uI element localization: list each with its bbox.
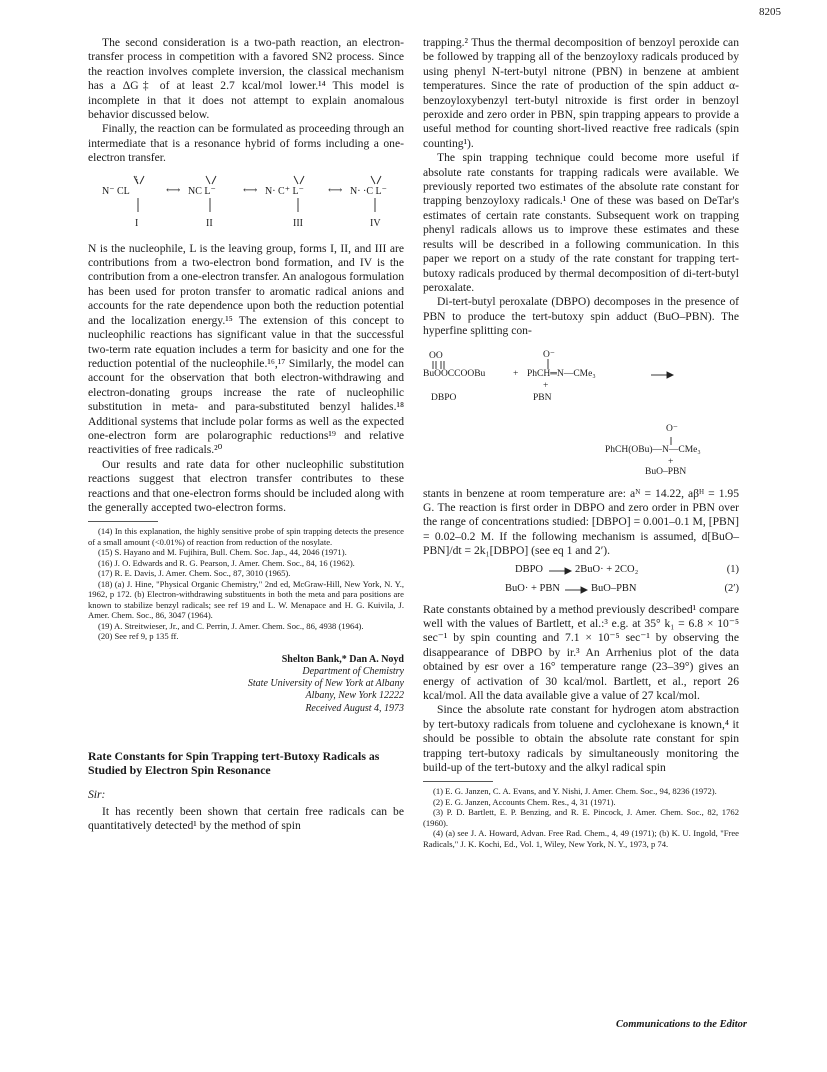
form-4: N· ·C L⁻ [350, 185, 387, 197]
left-column [88, 36, 404, 834]
left-paragraph-5: It has recently been shown that certain free radicals can be quantitatively detected¹ by the method of spin [88, 805, 404, 833]
pbn-oxygen-anion: O⁻ [543, 349, 555, 360]
eq2-number: (2′) [724, 582, 739, 594]
journal-section-footer: Communications to the Editor [616, 1019, 747, 1030]
reaction-scheme [423, 349, 739, 481]
label-bu-o-pbn: BuO–PBN [645, 466, 687, 477]
author-signature [88, 654, 404, 715]
eq1-rhs: 2BuO· + 2CO₂ [575, 563, 639, 575]
eq2-rhs: BuO–PBN [591, 582, 637, 594]
footnote-4: (4) (a) see J. A. Howard, Advan. Free Rad. Chem., 4, 49 (1971); (b) K. U. Ingold, "Free Radicals," J. K. Kochi, Ed., Vol. 1, Wiley, New York, N. Y., 1973, p 74. [423, 828, 739, 849]
pbn-plus-charge: + [543, 380, 549, 391]
reactant-dbpo: BuOOCCOOBu [423, 368, 486, 379]
form-1: N⁻ CL [102, 185, 130, 197]
product-plus-charge: + [668, 456, 674, 467]
form-label-4: IV [370, 217, 381, 229]
label-dbpo: DBPO [431, 392, 457, 403]
resonance-arrow-2: ⟷ [243, 184, 258, 196]
author-names: Shelton Bank,* Dan A. Noyd [281, 653, 404, 665]
right-column [423, 36, 739, 849]
left-paragraph-1: The second consideration is a two-path reaction, an electron-transfer process in competition with a favored SN2 process. Since the reaction involves complete inversion, the classical mechanism has a ΔG‡ of at least 2.7 kcal/mol lower.¹⁴ This model is incomplete in that it does not attempt to explain anomalous behavior discussed below. [88, 36, 404, 122]
label-pbn: PBN [533, 392, 552, 403]
form-label-2: II [206, 217, 213, 229]
author-city: Albany, New York 12222 [305, 690, 404, 702]
right-paragraph-6: Since the absolute rate constant for hydrogen atom abstraction by tert-butoxy radicals from toluene and cyclohexane is known,⁴ it should be possible to obtain the absolute rate constant for spin trapping tert-butoxy radicals by simultaneously monitoring the build-up of the tert-butoxy and the alkyl radical spin [423, 703, 739, 775]
eq1-lhs: DBPO [515, 563, 544, 575]
product-bu-o-pbn: PhCH(OBu)—N—CMe₃ [605, 444, 701, 455]
form-label-1: I [135, 217, 139, 229]
left-paragraph-3: N is the nucleophile, L is the leaving group, forms I, II, and III are contributions from a two-electron bond formation, and IV is the contribution from a one-electron transfer. An analogous formulation has been used for proton transfer to aromatic radical anions and accounts for the rate dependence upon both the reduction potential and the localization energy.¹⁵ The extension of this concept to nucleophilic reactions has significant value in that the successful two-term rate equation includes a term for basicity and one for the reduction potential of the nucleophile.¹⁶,¹⁷ Similarly, the model can account for the observation that both electron-withdrawing and electron-donating groups increase the rate of nucleophilic substitution in meta- and para-substituted benzyl halides.¹⁸ Additional systems that include polar forms as well as the expected one-electron form are polarographic reductions¹⁹ and relative reactivities of free radicals.²⁰ [88, 241, 404, 457]
author-department: Department of Chemistry [302, 666, 404, 678]
footnote-2: (2) E. G. Janzen, Accounts Chem. Res., 4, 31 (1971). [433, 796, 616, 807]
reaction-plus: + [513, 368, 519, 379]
form-3: N· C⁺ L⁻ [265, 185, 304, 197]
received-date: Received August 4, 1973 [305, 702, 404, 714]
right-paragraph-4: stants in benzene at room temperature are: aᴺ = 14.22, aβᴴ = 1.95 G. The reaction is first order in DBPO and zero order in PBN over the range of concentrations studied: [DBPO] = 0.001–0.1 M, [PBN] = 0.02–0.2 M. If the following mechanism is assumed, d[BuO–PBN]/dt = 2k₁[DBPO] (see eq 1 and 2′). [423, 486, 739, 558]
author-university: State University of New York at Albany [247, 678, 404, 690]
resonance-arrow-1: ⟷ [166, 184, 181, 196]
article-title: Rate Constants for Spin Trapping tert-Butoxy Radicals as Studied by Electron Spin Resonance [88, 748, 380, 778]
eq1-number: (1) [726, 563, 739, 575]
right-paragraph-1: trapping.² Thus the thermal decomposition of benzoyl peroxide can be followed by trapping all of the benzoyloxy radicals produced by using phenyl N-tert-butyl nitrone (PBN) in benzene at ambient temperatures. Since the rate of production of the spin adduct α-benzoyloxybenzyl tert-butyl nitroxide is first order in benzoyl peroxide and zero order in PBN, spin trapping appears to provide a useful method for counting short-lived reactive free radicals (spin counting¹). [423, 36, 739, 150]
salutation: Sir: [88, 788, 106, 802]
eq2-lhs: BuO· + PBN [505, 582, 560, 594]
resonance-arrow-3: ⟷ [328, 184, 343, 196]
form-label-3: III [293, 217, 303, 229]
footnote-1: (1) E. G. Janzen, C. A. Evans, and Y. Nishi, J. Amer. Chem. Soc., 94, 8236 (1972). [433, 786, 717, 797]
mechanism-equations [423, 563, 739, 599]
form-2: NC L⁻ [188, 185, 216, 197]
left-paragraph-2: Finally, the reaction can be formulated as proceeding through an intermediate that is a resonance hybrid of forms including a one-electron transfer. [88, 122, 404, 165]
footnote-19: (19) A. Streitwieser, Jr., and C. Perrin, J. Amer. Chem. Soc., 86, 4938 (1964). [98, 620, 364, 631]
reactant-pbn: PhCH═N—CMe₃ [527, 368, 596, 379]
footnote-3: (3) P. D. Bartlett, E. P. Benzing, and R. E. Pincock, J. Amer. Chem. Soc., 82, 1762 (1960). [423, 807, 739, 828]
footnote-rule [88, 521, 158, 522]
page-number: 8205 [759, 6, 781, 18]
left-paragraph-4: Our results and rate data for other nucleophilic substitution reactions suggest that electron transfer contributes to these reactions and that one-electron forms should be included along with the generally accepted two-electron forms. [88, 457, 404, 514]
product-oxygen-anion: O⁻ [666, 423, 678, 434]
right-paragraph-2: The spin trapping technique could become more useful if absolute rate constants for trapping radicals were available. We previously reported two estimates of the absolute rate constant for trapping benzoyloxy radicals.¹ One of these was based on DeTar's estimates of certain rate constants. Subsequent work on trapping phenyl radicals allows us to improve these estimates and these results will be described in a following communication. In this paper we report on a study of the rate constant for trapping tert-butoxy radicals produced by thermal decomposition of di-tert-butyl peroxalate. [423, 151, 739, 294]
dbpo-oxygens: OO [429, 350, 443, 361]
footnote-20: (20) See ref 9, p 135 ff. [98, 631, 179, 642]
footnote-14: (14) In this explanation, the highly sensitive probe of spin trapping detects the presence of a small amount (<0.01%) of reaction from reduction of the nosylate. [88, 526, 404, 547]
footnote-15: (15) S. Hayano and M. Fujihira, Bull. Chem. Soc. Jap., 44, 2046 (1971). [98, 547, 347, 558]
right-paragraph-5: Rate constants obtained by a method previously described¹ compare well with the values of Bartlett, et al.:³ e.g. at 35° k₁ = 6.8 × 10⁻⁵ sec⁻¹ by spin counting and 7.1 × 10⁻⁵ sec⁻¹ by observing the disappearance of DBPO by ir.³ An Arrhenius plot of the data obtained by esr over a 16° temperature range (23–39°) gives an energy of activation of 30 kcal/mol. Bartlett, et al., report 26 kcal/mol. All the data available give a value of 27 kcal/mol. [423, 602, 739, 702]
resonance-scheme [88, 174, 404, 236]
right-paragraph-3: Di-tert-butyl peroxalate (DBPO) decomposes in the presence of PBN to produce the tert-butoxy spin adduct (BuO–PBN). The hyperfine splitting con- [423, 295, 739, 338]
footnote-rule-right [423, 781, 493, 782]
footnote-16: (16) J. O. Edwards and R. G. Pearson, J. Amer. Chem. Soc., 84, 16 (1962). [98, 557, 355, 568]
footnote-17: (17) R. E. Davis, J. Amer. Chem. Soc., 87, 3010 (1965). [98, 568, 291, 579]
footnote-18: (18) (a) J. Hine, "Physical Organic Chemistry," 2nd ed, McGraw-Hill, New York, N. Y., 1962, p 172. (b) Electron-withdrawing substituents in both the meta and para positions are known to stabilize benzyl radicals; see ref 19 and L. W. Menapace and H. G. Kuivila, J. Amer. Chem. Soc., 86, 3047 (1964). [88, 578, 404, 621]
